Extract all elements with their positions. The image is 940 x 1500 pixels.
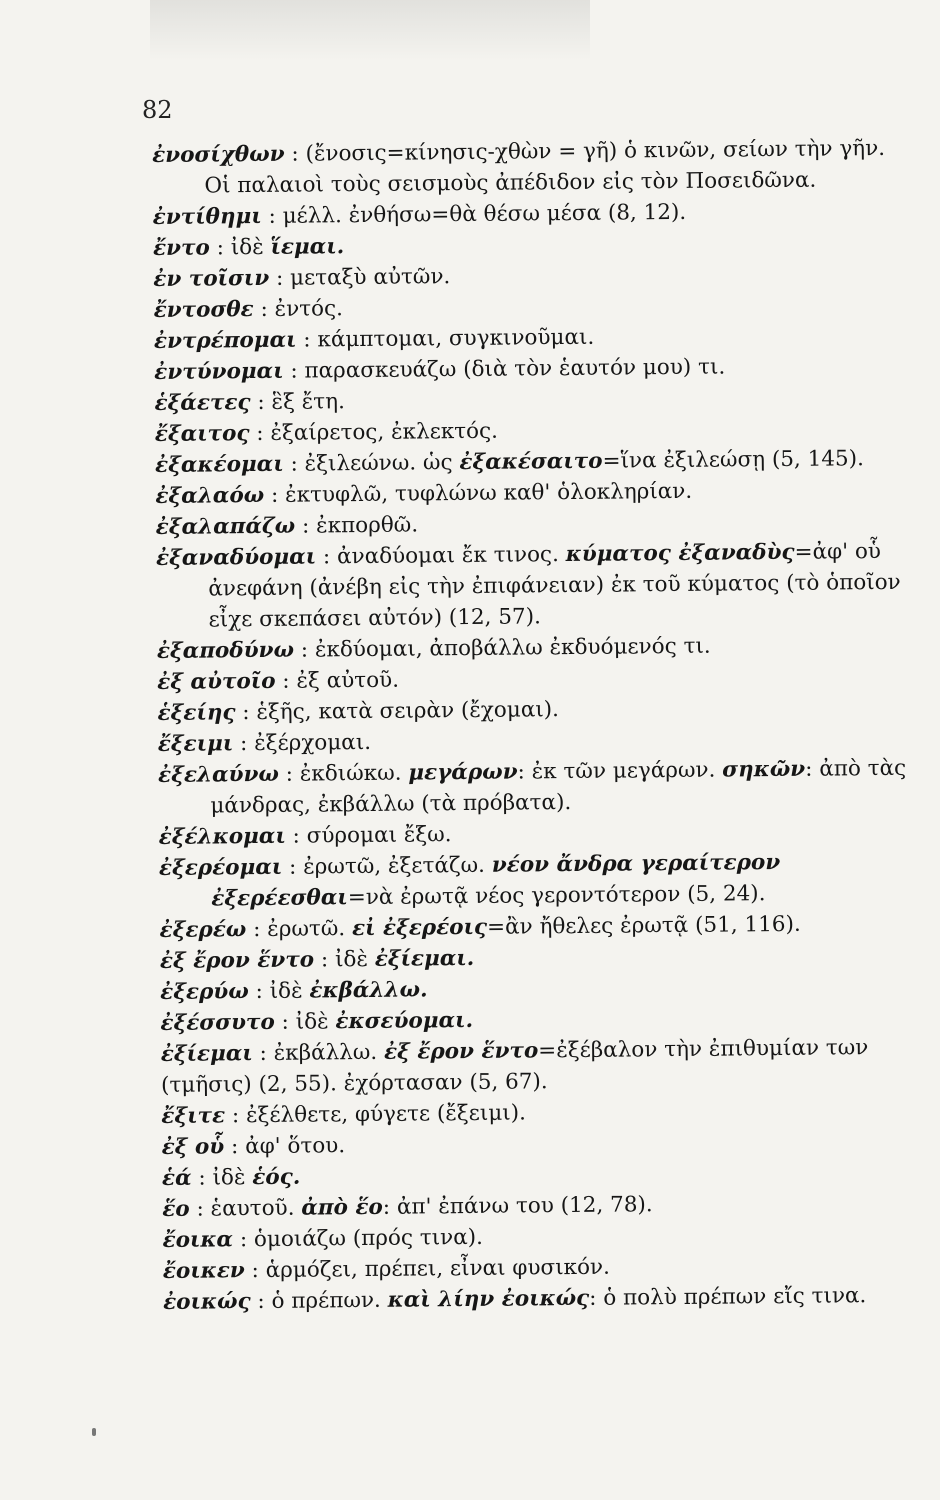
entry-lemma: ἑξείης xyxy=(157,700,236,726)
entry-definition: ἐκδιώκω. xyxy=(299,760,409,787)
entry-reference: ἐξακέσαιτο xyxy=(459,448,603,476)
entry-separator: : xyxy=(191,1165,213,1191)
entry-definition: ἑαυτοῦ. xyxy=(210,1195,302,1222)
entry-separator: : xyxy=(189,1196,211,1222)
entry-lemma: ἑξάετες xyxy=(154,390,251,416)
entry-definition: (ἔνοσις=κίνησις-χθὼν = γῆ) ὁ κινῶν, σείων τὴν γῆν. Οἱ παλαιοὶ τοὺς σεισμοὺς ἀπέδιδον εἰς τὸν Ποσειδῶνα. xyxy=(204,135,886,199)
entry-lemma: ἐξακέομαι xyxy=(155,451,284,478)
entry-reference: ἀπὸ ἕο xyxy=(301,1194,383,1221)
entry-definition: =ἵνα ἐξιλεώσῃ (5, 145). xyxy=(602,446,865,474)
entry-reference: κύματος ἐξαναδὺς xyxy=(565,539,795,568)
entry-lemma: ἐξαλαπάζω xyxy=(155,513,296,540)
entry-separator: : xyxy=(283,451,305,477)
entry-definition: ἐξαίρετος, ἐκλεκτός. xyxy=(270,418,499,446)
entry-lemma: ἔξιτε xyxy=(161,1103,226,1129)
entry-lemma: ἐξέσσυτο xyxy=(160,1009,275,1036)
glossary-entry xyxy=(159,846,920,915)
entry-separator: : xyxy=(253,296,275,323)
glossary-entry xyxy=(161,1032,922,1101)
entry-lemma: ἕο xyxy=(162,1196,190,1222)
entry-definition: ἓξ ἔτη. xyxy=(271,389,345,415)
entry-separator: : xyxy=(261,203,283,229)
glossary-entry xyxy=(163,1280,923,1318)
entry-separator: : xyxy=(275,668,297,694)
entry-definition: μεταξὺ αὐτῶν. xyxy=(289,264,451,291)
entry-definition: ἐξ αὐτοῦ. xyxy=(296,667,400,694)
entry-definition: κάμπτομαι, συγκινοῦμαι. xyxy=(317,324,595,353)
entry-definition: : ἐκ τῶν μεγάρων. xyxy=(517,757,723,785)
entry-separator: : xyxy=(246,916,268,943)
entry-separator: : xyxy=(278,761,300,787)
entry-definition: ἑξῆς, κατὰ σειρὰν (ἔχομαι). xyxy=(256,697,560,726)
entry-separator: : xyxy=(282,854,304,880)
entry-definition: ἐξέρχομαι. xyxy=(254,729,372,757)
entry-lemma: ἔντο xyxy=(152,235,210,261)
entry-separator: : xyxy=(293,637,316,663)
entry-definition: =νὰ ἐρωτᾷ νέος γεροντότερον (5, 24). xyxy=(347,881,766,911)
entry-lemma: ἐξέλκομαι xyxy=(158,823,286,850)
entry-definition: ἐκβάλλω. xyxy=(273,1039,385,1066)
entry-definition: ἁρμόζει, πρέπει, εἶναι φυσικόν. xyxy=(265,1254,610,1283)
margin-mark xyxy=(92,1428,96,1436)
entry-reference: σηκῶν xyxy=(722,756,806,783)
entry-lemma: ἐοικώς xyxy=(163,1289,251,1315)
entry-separator: : xyxy=(244,1257,266,1284)
entry-lemma: ἐξερέομαι xyxy=(158,854,283,881)
entry-definition: ἰδὲ xyxy=(230,234,271,261)
glossary-entry xyxy=(156,536,917,636)
page-number: 82 xyxy=(142,96,173,124)
entry-separator: : xyxy=(295,513,317,539)
entry-lemma: ἔντοσθε xyxy=(153,297,254,323)
entry-reference: ἐκσεύομαι. xyxy=(335,1007,474,1035)
entry-definition: =ἂν ἤθελες ἐρωτᾷ (51, 116). xyxy=(486,911,801,940)
entry-lemma: ἐξερύω xyxy=(160,979,249,1005)
entry-definition: ἰδὲ xyxy=(334,946,375,973)
entry-definition: σύρομαι ἔξω. xyxy=(306,822,452,849)
entry-definition: ἰδὲ xyxy=(295,1009,336,1035)
entry-separator: : xyxy=(274,1009,296,1035)
entry-separator: : xyxy=(225,1103,247,1129)
entry-reference: ἐξ ἔρον ἕντο xyxy=(383,1038,539,1065)
entry-definition: : ἀπ' ἐπάνω του (12, 78). xyxy=(382,1192,653,1220)
entry-reference: μεγάρων xyxy=(408,759,518,786)
entry-definition: ἐκτυφλῶ, τυφλώνω καθ' ὁλοκληρίαν. xyxy=(284,478,693,508)
glossary-entries xyxy=(152,133,923,1318)
entry-definition: ἐκδύομαι, ἀποβάλλω ἐκδυόμενός τι. xyxy=(314,633,711,663)
entry-lemma: ἐντύνομαι xyxy=(154,358,284,385)
entry-separator: : xyxy=(249,420,271,447)
entry-definition: μέλλ. ἐνθήσω=θὰ θέσω μέσα (8, 12). xyxy=(282,199,687,229)
entry-separator: : xyxy=(232,1227,255,1253)
entry-separator: : xyxy=(250,389,272,416)
entry-definition: παρασκευάζω (διὰ τὸν ἑαυτόν μου) τι. xyxy=(304,354,726,384)
entry-lemma: ἐντίθημι xyxy=(152,203,262,230)
entry-lemma: ἐν τοῖσιν xyxy=(153,265,270,292)
entry-separator: : xyxy=(250,1288,272,1315)
entry-definition: ἰδὲ xyxy=(269,978,310,1004)
entry-lemma: ἑά xyxy=(161,1165,192,1191)
entry-separator: : xyxy=(252,1040,274,1067)
entry-reference: καὶ λίην ἐοικώς xyxy=(387,1285,590,1313)
entry-separator: : xyxy=(313,947,336,973)
entry-reference: νέον ἄνδρα γεραίτερον ἐξερέεσθαι xyxy=(211,850,781,912)
glossary-entry xyxy=(158,753,919,822)
entry-separator: : xyxy=(209,235,231,261)
entry-lemma: ἐξερέω xyxy=(159,917,247,943)
entry-reference: ἐκβάλλω. xyxy=(309,977,428,1004)
entry-separator: : xyxy=(269,265,291,291)
entry-lemma: ἐξαποδύνω xyxy=(156,637,295,664)
entry-definition: : ὁ πολὺ πρέπων εἴς τινα. xyxy=(589,1283,867,1311)
entry-lemma: ἔοικεν xyxy=(162,1258,245,1284)
entry-separator: : xyxy=(264,482,286,508)
entry-separator: : xyxy=(296,327,318,353)
entry-definition: ἐντός. xyxy=(274,296,344,322)
entry-separator: : xyxy=(235,700,257,726)
entry-lemma: ἐξελαύνω xyxy=(157,761,280,788)
glossary-entry xyxy=(152,133,913,202)
entry-separator: : xyxy=(224,1134,246,1160)
entry-lemma: ἐντρέπομαι xyxy=(153,327,297,354)
entry-lemma: ἐξ ἔρον ἕντο xyxy=(159,947,315,974)
bleed-through-shadow xyxy=(150,0,590,60)
entry-lemma: ἔξαιτος xyxy=(154,421,250,447)
entry-lemma: ἐξαναδύομαι xyxy=(155,544,317,571)
entry-reference: εἰ ἐξερέοις xyxy=(351,914,488,942)
entry-lemma: ἐξαλαόω xyxy=(155,482,265,509)
entry-separator: : xyxy=(285,823,307,849)
entry-separator: : xyxy=(233,731,255,757)
entry-lemma: ἔξειμι xyxy=(157,731,234,757)
entry-definition: =ἀφ' οὗ ἀνεφάνη (ἀνέβη εἰς τὴν ἐπιφάνειαν) ἐκ τοῦ κύματος (τὸ ὁποῖον εἶχε σκεπάσει αὐτόν) (12, 57). xyxy=(208,539,901,633)
entry-lemma: ἐξ αὐτοῖο xyxy=(157,668,276,695)
entry-definition: ὁμοιάζω (πρός τινα). xyxy=(253,1224,484,1253)
entry-definition: ἐξέλθετε, φύγετε (ἔξειμι). xyxy=(245,1100,527,1129)
entry-lemma: ἔοικα xyxy=(162,1227,234,1253)
entry-definition: ἐρωτῶ, ἐξετάζω. xyxy=(303,852,492,880)
entry-separator: : xyxy=(284,141,306,167)
entry-definition: : ἀπὸ τὰς μάνδρας, ἐκβάλλω (τὰ πρόβατα). xyxy=(210,755,907,819)
entry-lemma: ἐξ οὗ xyxy=(161,1134,225,1160)
entry-definition: ἰδὲ xyxy=(212,1165,253,1191)
entry-separator: : xyxy=(248,978,270,1005)
entry-lemma: ἐνοσίχθων xyxy=(152,141,285,168)
entry-definition: ἀναδύομαι ἔκ τινος. xyxy=(336,542,566,570)
entry-reference: ἵεμαι. xyxy=(270,234,345,260)
entry-separator: : xyxy=(315,544,338,570)
entry-reference: ἑός. xyxy=(252,1164,301,1191)
entry-separator: : xyxy=(283,358,305,384)
entry-reference: ἐξίεμαι. xyxy=(374,945,475,972)
entry-lemma: ἐξίεμαι xyxy=(160,1041,253,1067)
entry-definition: ἐκπορθῶ. xyxy=(315,512,419,539)
entry-definition: ἐξιλεώνω. ὡς xyxy=(304,450,460,477)
entry-definition: ἀφ' ὅτου. xyxy=(245,1133,346,1160)
entry-definition: ὁ πρέπων. xyxy=(271,1287,388,1314)
entry-definition: =ἐξέβαλον τὴν ἐπιθυμίαν των (τμῆσις) (2, 55). ἐχόρτασαν (5, 67). xyxy=(160,1035,869,1098)
entry-definition: ἐρωτῶ. xyxy=(267,916,353,942)
